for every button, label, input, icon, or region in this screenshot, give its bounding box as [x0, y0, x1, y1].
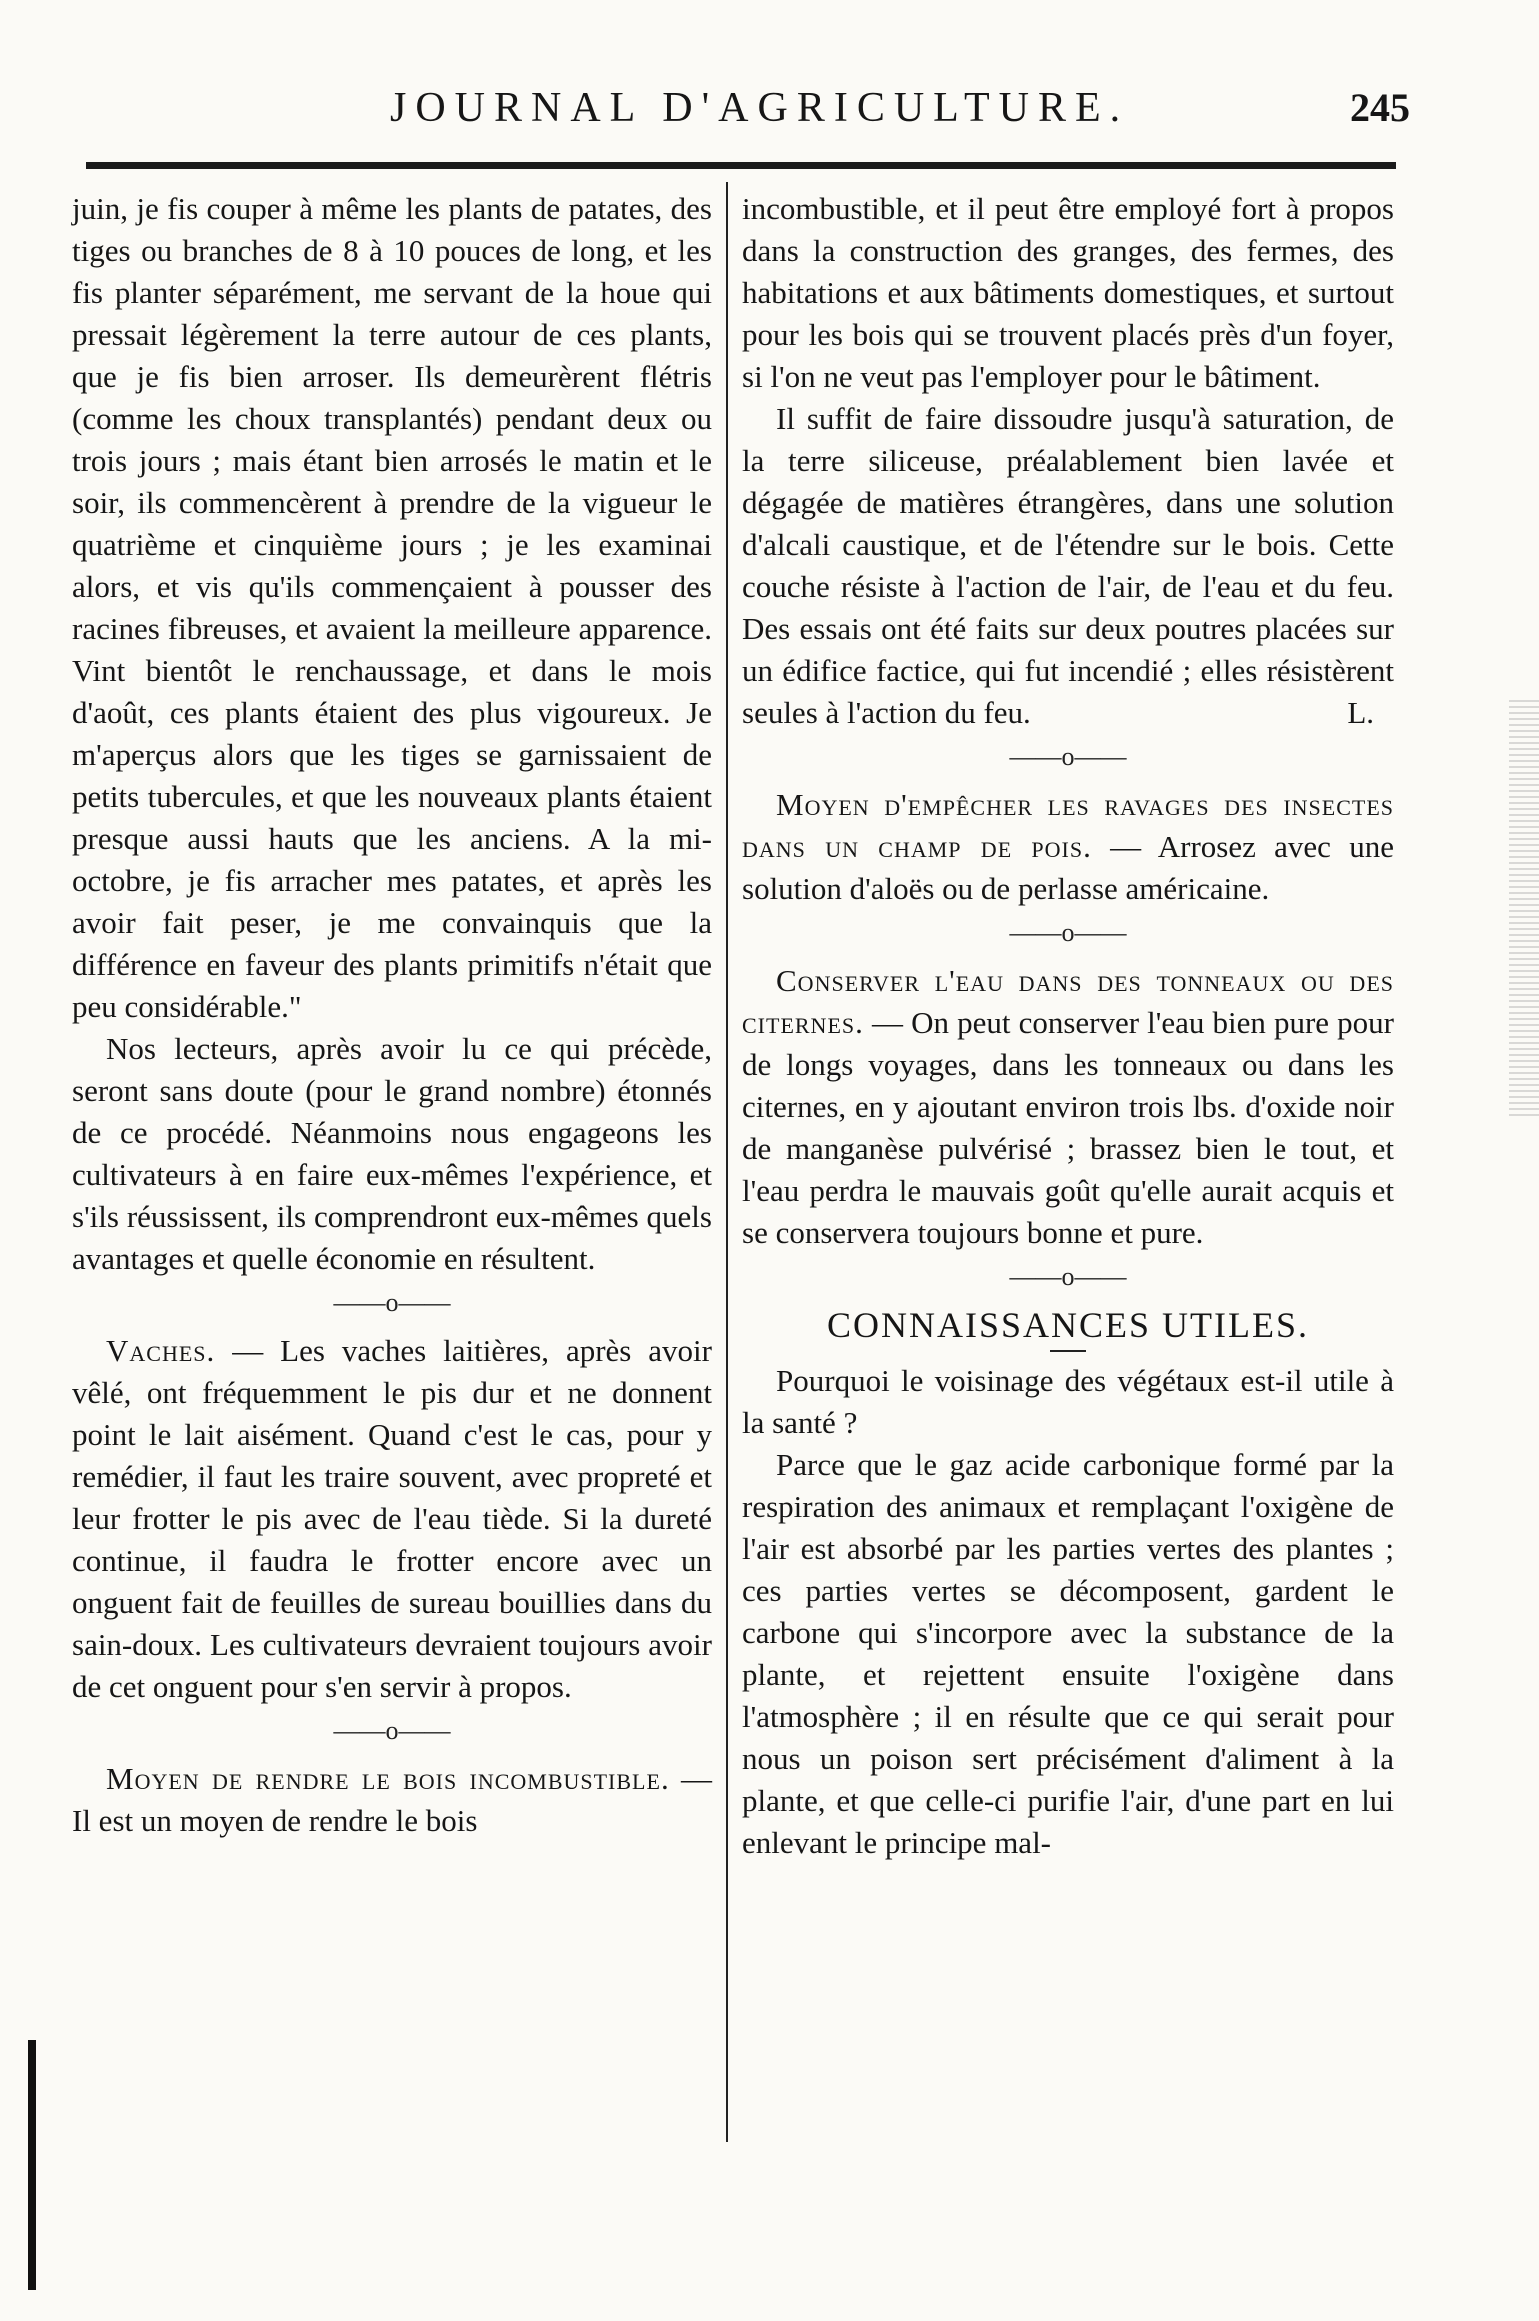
margin-mark	[28, 2040, 36, 2290]
article-body: — On peut conserver l'eau bien pure pour de longs voyages, dans les tonneaux ou dans les citernes, en y ajoutant environ trois lbs. d'oxide noir de manganèse pulvérisé ; brassez bien le tout, et l'eau perdra le mauvais goût qu'elle aurait acquis et se conservera toujours bonne et pure.	[742, 1005, 1394, 1250]
separator: ——o——	[1009, 918, 1127, 947]
scan-edge-noise	[1509, 700, 1539, 1120]
article-body: — Les vaches laitières, après avoir vêlé, ont fréquemment le pis dur et ne donnent point le lait aisément. Quand c'est le cas, pour y remédier, il faut les traire souvent, avec propreté et leur frotter le pis avec de l'eau tiède. Si la dureté continue, il faudra le frotter encore avec un onguent fait de feuilles de sureau bouillies dans du sain-doux. Les cultivateurs devraient toujours avoir de cet onguent pour s'en servir à propos.	[72, 1333, 712, 1704]
article-heading: Moyen d'empêcher les ravages des insectes dans un champ de pois.	[742, 787, 1394, 864]
article-body: — Arrosez avec une solution d'aloës ou de perlasse américaine.	[742, 829, 1394, 906]
separator: ——o——	[1009, 1262, 1127, 1291]
paragraph-lecteurs: Nos lecteurs, après avoir lu ce qui précède, seront sans doute (pour le grand nombre) étonnés de ce procédé. Néanmoins nous engageons les cultivateurs à en faire eux-mêmes l'expérience, et s'ils réussissent, ils comprendront eux-mêmes quels avantages et quelle économie en résultent.	[72, 1031, 712, 1276]
answer: Parce que le gaz acide carbonique formé par la respiration des animaux et remplaçant l'oxigène de l'air est absorbé par les parties vertes des plantes ; ces parties vertes se décomposent, gardent le carbone qui s'incorpore avec la substance de la plante, et rejettent ensuite l'oxigène dans l'atmosphère ; il en résulte que ce qui serait pour nous un poison sert précisément d'aliment à la plante, et que celle-ci purifie l'air, d'une part en lui enlevant le principe mal-	[742, 1447, 1394, 1860]
article-heading: Vaches.	[106, 1333, 216, 1368]
article-heading: Moyen de rendre le bois incombustible.	[106, 1761, 670, 1796]
section-rule	[1050, 1350, 1086, 1352]
article-insectes	[742, 784, 1394, 910]
left-column	[72, 188, 712, 1842]
separator: ——o——	[333, 1716, 451, 1745]
separator: ——o——	[333, 1288, 451, 1317]
paragraph-dissoudre	[742, 398, 1394, 734]
paragraph-text: Il suffit de faire dissoudre jusqu'à saturation, de la terre siliceuse, préalablement bien lavée et dégagée de matières étrangères, dans une solution d'alcali caustique, et de l'étendre sur le bois. Cette couche résiste à l'action de l'air, de l'eau et du feu. Des essais ont été faits sur deux poutres placées sur un édifice factice, qui fut incendié ; elles résistèrent seules à l'action du feu.	[742, 401, 1394, 730]
right-column	[742, 188, 1394, 1864]
article-eau	[742, 960, 1394, 1254]
journal-title: JOURNAL D'AGRICULTURE.	[390, 85, 1130, 131]
article-bois	[72, 1758, 712, 1842]
paragraph-incombustible: incombustible, et il peut être employé fort à propos dans la construction des granges, des fermes, des habitations et aux bâtiments domestiques, et surtout pour les bois qui se trouvent placés près d'un foyer, si l'on ne veut pas l'employer pour le bâtiment.	[742, 191, 1394, 394]
header-rule	[86, 162, 1396, 169]
question: Pourquoi le voisinage des végétaux est-il utile à la santé ?	[742, 1363, 1394, 1440]
paragraph-patates: juin, je fis couper à même les plants de patates, des tiges ou branches de 8 à 10 pouces de long, et les fis planter séparément, me servant de la houe qui pressait légèrement la terre autour de ces plants, que je fis bien arroser. Ils demeurèrent flétris (comme les choux transplantés) pendant deux ou trois jours ; mais étant bien arrosés le matin et le soir, ils commencèrent à prendre de la vigueur le quatrième et cinquième jours ; je les examinai alors, et vis qu'ils commençaient à pousser des racines fibreuses, et avaient la meilleure apparence. Vint bientôt le renchaussage, et dans le mois d'août, ces plants étaient des plus vigoureux. Je m'aperçus alors que les tiges se garnissaient de petits tubercules, et que les nouveaux plants étaient presque aussi hauts que les anciens. A la mi-octobre, je fis arracher mes patates, et après les avoir fait peser, je me convainquis que la différence en faveur des plants primitifs n'était que peu considérable."	[72, 191, 712, 1024]
page-number: 245	[1350, 85, 1410, 130]
article-body: — Il est un moyen de rendre le bois	[72, 1761, 713, 1838]
article-heading: Conserver l'eau dans des tonneaux ou des citernes.	[742, 963, 1394, 1040]
article-vaches	[72, 1330, 712, 1708]
section-title: CONNAISSANCES UTILES.	[826, 1305, 1310, 1345]
separator: ——o——	[1009, 742, 1127, 771]
page-header	[90, 78, 1410, 138]
signature: L.	[1347, 695, 1374, 730]
column-separator	[726, 182, 728, 2142]
